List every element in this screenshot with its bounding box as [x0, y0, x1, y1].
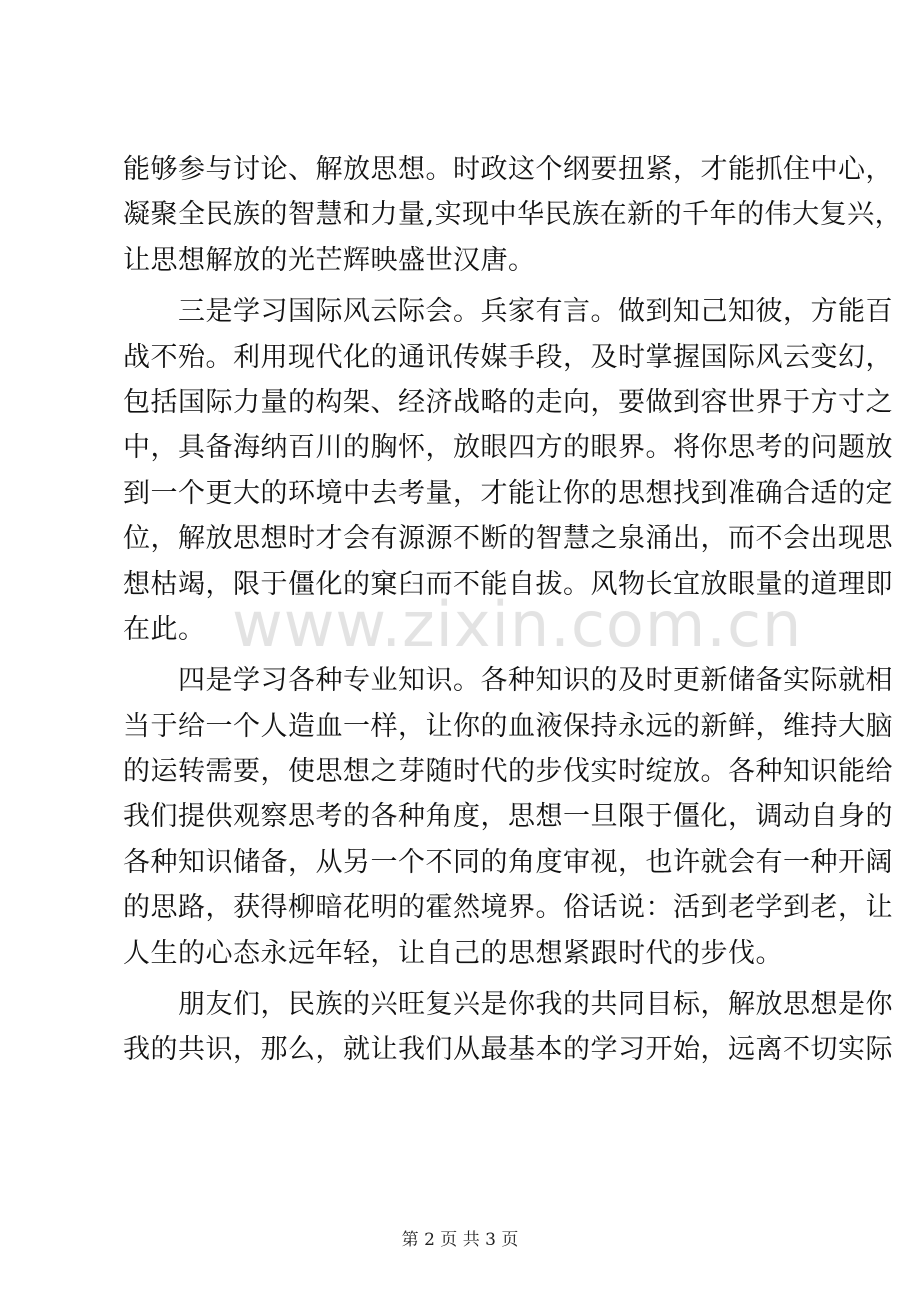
text-line: 的运转需要，使思想之芽随时代的步伐实时绽放。各种知识能给 — [123, 756, 893, 788]
paragraph — [123, 147, 903, 283]
text-line: 我们提供观察思考的各种角度，思想一旦限于僵化，调动自身的 — [123, 801, 893, 833]
text-line: 当于给一个人造血一样，让你的血液保持永远的新鲜，维持大脑 — [123, 710, 893, 742]
text-line: 各种知识储备，从另一个不同的角度审视，也许就会有一种开阔 — [123, 846, 893, 878]
text-line: 位，解放思想时才会有源源不断的智慧之泉涌出，而不会出现思 — [123, 523, 893, 555]
text-line: 四是学习各种专业知识。各种知识的及时更新储备实际就相 — [123, 665, 893, 697]
text-line: 能够参与讨论、解放思想。时政这个纲要扭紧，才能抓住中心， — [123, 154, 893, 185]
text-line: 的思路，获得柳暗花明的霍然境界。俗话说：活到老学到老，让 — [123, 892, 893, 924]
text-line: 到一个更大的环境中去考量，才能让你的思想找到准确合适的定 — [123, 477, 893, 509]
text-line: 在此。 — [123, 613, 206, 645]
text-line: 想枯竭，限于僵化的窠臼而不能自拔。风物长宜放眼量的道理即 — [123, 568, 893, 600]
text-line: 朋友们，民族的兴旺复兴是你我的共同目标，解放思想是你 — [123, 989, 893, 1021]
text-line: 三是学习国际风云际会。兵家有言。做到知己知彼，方能百 — [123, 296, 893, 328]
watermark: www.zixin.com.cn — [232, 588, 803, 661]
text-line: 我的共识，那么，就让我们从最基本的学习开始，远离不切实际 — [123, 1034, 893, 1066]
text-line: 凝聚全民族的智慧和力量,实现中华民族在新的千年的伟大复兴， — [123, 199, 903, 231]
paragraph — [123, 658, 893, 976]
paragraph — [123, 982, 893, 1073]
text-line: 包括国际力量的构架、经济战略的走向，要做到容世界于方寸之 — [123, 386, 893, 418]
page-footer: 第 2 页 共 3 页 — [401, 1230, 519, 1250]
text-line: 人生的心态永远年轻，让自己的思想紧跟时代的步伐。 — [123, 937, 783, 969]
text-line: 中，具备海纳百川的胸怀，放眼四方的眼界。将你思考的问题放 — [123, 432, 893, 464]
text-line: 让思想解放的光芒辉映盛世汉唐。 — [123, 244, 536, 276]
text-line: 战不殆。利用现代化的通讯传媒手段，及时掌握国际风云变幻， — [123, 341, 893, 373]
